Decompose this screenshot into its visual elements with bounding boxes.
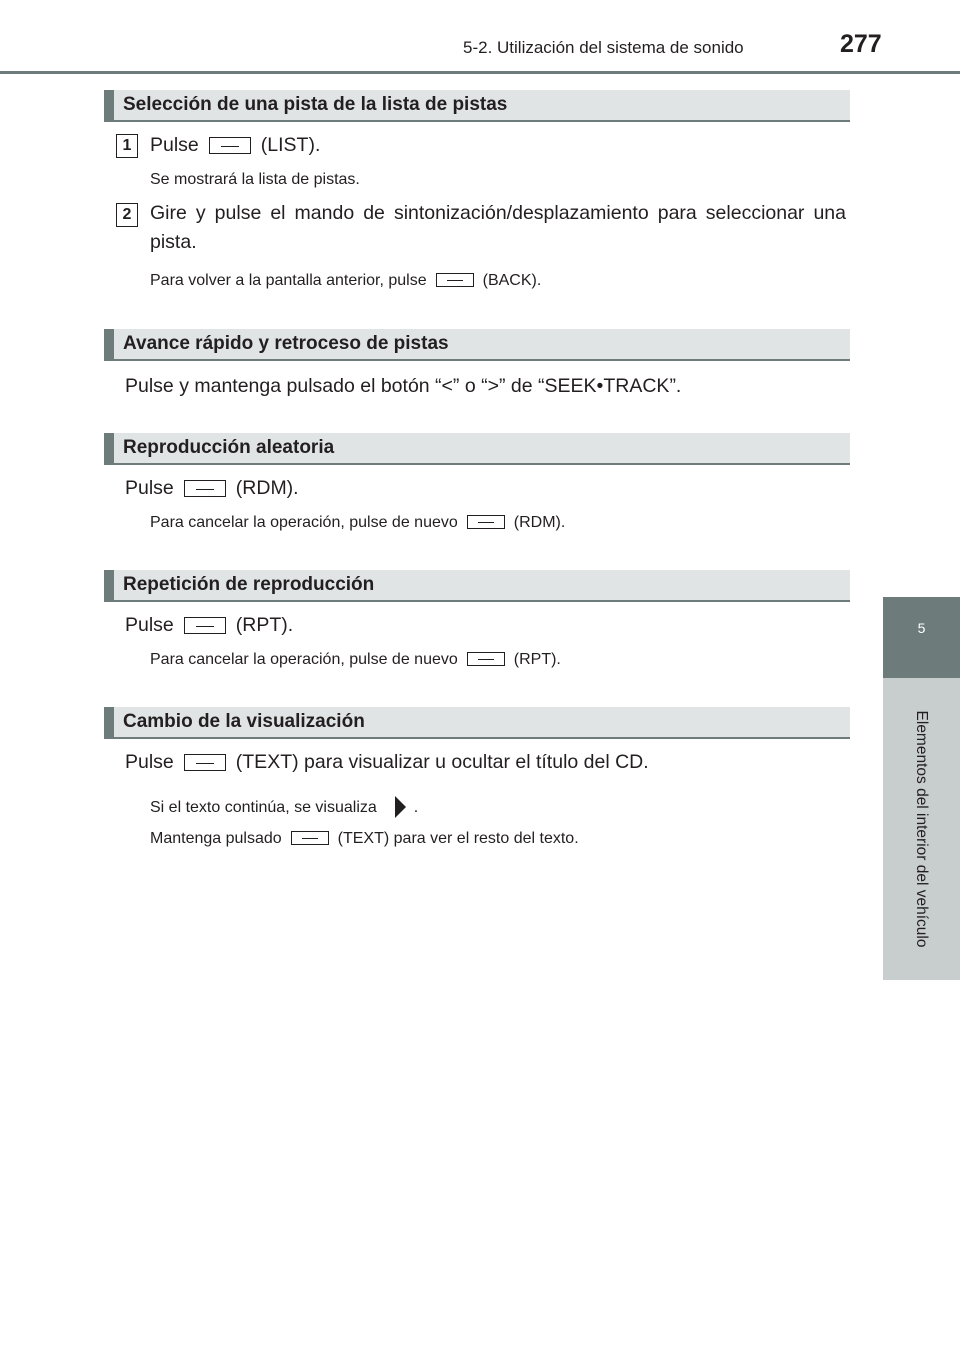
- triangle-right-icon: [395, 796, 406, 818]
- random-note: [150, 514, 565, 532]
- repeat-note-after: (RPT).: [513, 651, 561, 668]
- display-note-2-after: (TEXT) para ver el resto del texto.: [337, 830, 579, 847]
- rdm-button-icon-small: [467, 515, 505, 529]
- section-heading-track-list: Selección de una pista de la lista de pistas: [104, 90, 850, 122]
- step-2-text: Gire y pulse el mando de sintonización/desplazamiento para seleccionar una pista.: [150, 202, 846, 253]
- step-1-after: (LIST).: [260, 134, 321, 156]
- chapter-tab-number: 5: [883, 597, 960, 678]
- repeat-note: [150, 651, 561, 669]
- random-text: [125, 477, 299, 500]
- page-number: 277: [840, 30, 882, 58]
- display-after: (TEXT) para visualizar u ocultar el título del CD.: [235, 751, 649, 773]
- display-note-2: [150, 830, 579, 848]
- step-2-note-after: (BACK).: [482, 272, 542, 289]
- repeat-note-before: Para cancelar la operación, pulse de nuevo: [150, 651, 458, 668]
- chapter-tab-title: Elementos del interior del vehículo: [913, 710, 930, 948]
- step-2-note-before: Para volver a la pantalla anterior, pulse: [150, 272, 427, 289]
- step-number-2: 2: [116, 203, 138, 227]
- repeat-after: (RPT).: [235, 614, 294, 636]
- back-button-icon: [436, 273, 474, 287]
- text-button-icon-small: [291, 831, 329, 845]
- chapter-tab: [883, 678, 960, 980]
- display-note-1-after: .: [413, 799, 419, 816]
- display-before: Pulse: [125, 751, 174, 773]
- repeat-before: Pulse: [125, 614, 174, 636]
- section-heading-repeat: Repetición de reproducción: [104, 570, 850, 602]
- display-note-1-before: Si el texto continúa, se visualiza: [150, 799, 377, 816]
- random-after: (RDM).: [235, 477, 299, 499]
- display-text: [125, 751, 649, 774]
- header-rule: [0, 71, 960, 74]
- section-heading-fast-forward: Avance rápido y retroceso de pistas: [104, 329, 850, 361]
- display-note-1: [150, 796, 418, 818]
- list-button-icon: [209, 137, 251, 154]
- rdm-button-icon: [184, 480, 226, 497]
- section-heading-random: Reproducción aleatoria: [104, 433, 850, 465]
- header-section-title: 5-2. Utilización del sistema de sonido: [463, 38, 744, 57]
- rpt-button-icon-small: [467, 652, 505, 666]
- step-1-before: Pulse: [150, 134, 199, 156]
- random-before: Pulse: [125, 477, 174, 499]
- step-2-note: [150, 272, 541, 290]
- step-number-1: 1: [116, 134, 138, 158]
- random-note-after: (RDM).: [513, 514, 566, 531]
- rpt-button-icon: [184, 617, 226, 634]
- repeat-text: [125, 614, 293, 637]
- random-note-before: Para cancelar la operación, pulse de nuevo: [150, 514, 458, 531]
- step-1-note: Se mostrará la lista de pistas.: [150, 171, 360, 188]
- display-note-2-before: Mantenga pulsado: [150, 830, 282, 847]
- step-1-text: [150, 134, 320, 157]
- text-button-icon: [184, 754, 226, 771]
- section-heading-display: Cambio de la visualización: [104, 707, 850, 739]
- fast-forward-text: Pulse y mantenga pulsado el botón “<” o “>” de “SEEK•TRACK”.: [125, 375, 682, 397]
